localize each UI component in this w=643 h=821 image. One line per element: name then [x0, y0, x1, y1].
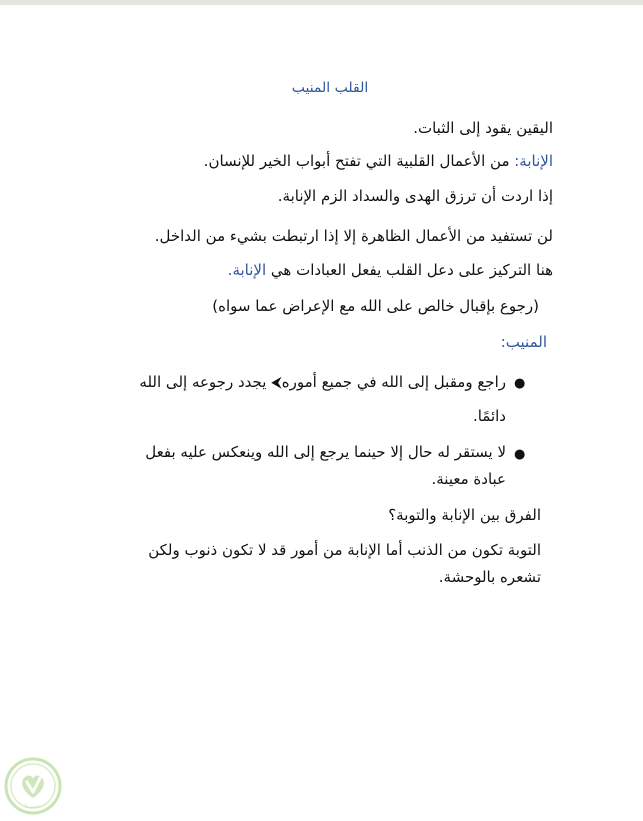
bullet2-line2: عبادة معينة. — [431, 470, 506, 488]
watermark-logo — [3, 756, 63, 816]
term-inaba: الإنابة: — [514, 152, 553, 170]
document-title: القلب المنيب — [291, 80, 369, 96]
term-inaba-2: الإنابة. — [227, 261, 267, 279]
heading-munib: المنيب: — [500, 333, 547, 351]
heart-leaf-logo-icon — [3, 756, 63, 816]
focus-text: هنا التركيز على دعل القلب يفعل العبادات هي — [266, 261, 553, 279]
line-inaba-definition — [204, 151, 553, 171]
line-focus — [228, 260, 553, 280]
question-difference: الفرق بين الإنابة والتوبة؟ — [388, 506, 541, 524]
bullet2-line1: لا يستقر له حال إلا حينما يرجع إلى الله وينعكس عليه بفعل — [145, 443, 506, 461]
line-certainty: اليقين يقود إلى الثبات. — [413, 119, 553, 137]
answer-line2: تشعره بالوحشة. — [438, 568, 541, 586]
answer-line1: التوبة تكون من الذنب أما الإنابة من أمور قد لا تكون ذنوب ولكن — [148, 541, 541, 559]
svg-text:حسبـنا: حسبـنا — [24, 803, 42, 810]
bullet1-line1: راجع ومقبل إلى الله في جميع أموره⮜ يجدد رجوعه إلى الله — [139, 373, 506, 391]
line-guidance: إذا اردت أن ترزق الهدى والسداد الزم الإنابة. — [277, 187, 553, 205]
bullet-dot: ● — [514, 447, 526, 462]
bullet1-line2: دائمًا. — [472, 407, 506, 425]
line-definition-parenthetical: (رجوع بإقبال خالص على الله مع الإعراض عما سواه) — [212, 297, 539, 315]
definition-text: من الأعمال القلبية التي تفتح أبواب الخير للإنسان. — [203, 152, 515, 170]
line-outer-deeds: لن تستفيد من الأعمال الظاهرة إلا إذا ارتبطت بشيء من الداخل. — [154, 227, 553, 245]
bullet-dot: ● — [514, 376, 526, 391]
